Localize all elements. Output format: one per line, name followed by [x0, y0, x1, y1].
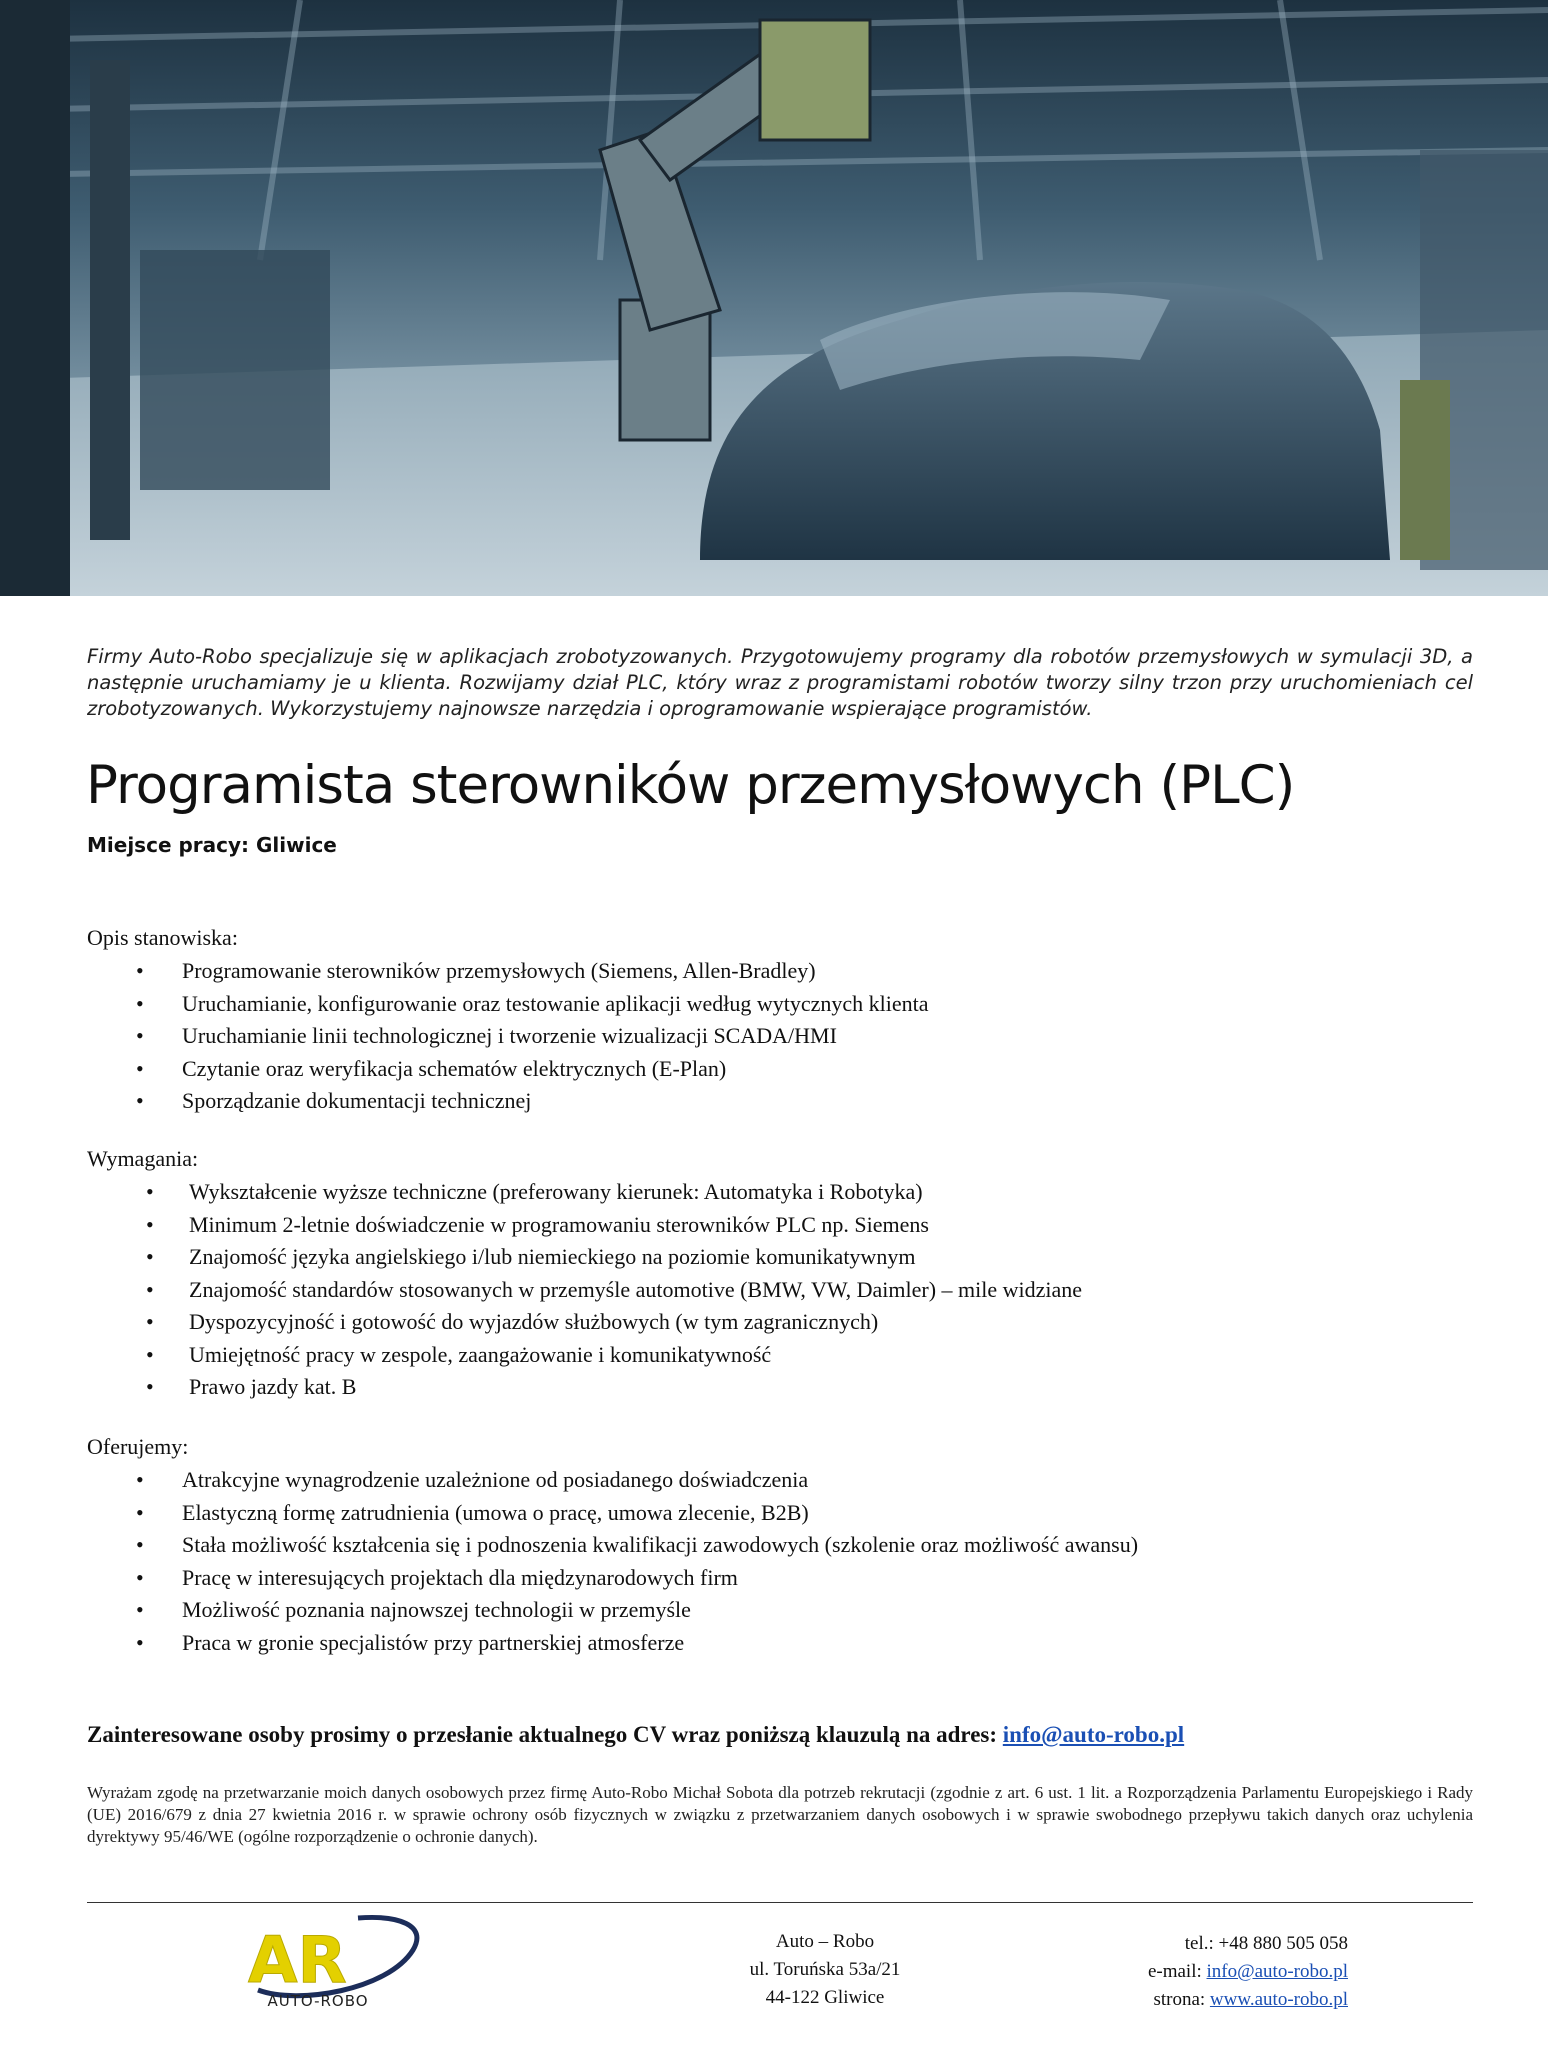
cta-email-link[interactable]: info@auto-robo.pl: [1002, 1722, 1185, 1747]
company-intro: Firmy Auto-Robo specjalizuje się w aplikacjach zrobotyzowanych. Przygotowujemy programy dla robotów przemysłowych w symulacji 3D, a następnie uruchamiamy je u klienta. Rozwijamy dział PLC, który wraz z programistami robotów tworzy silny trzon przy uruchomieniach cel zrobotyzowanych. Wykorzystujemy najnowsze narzędzia i oprogramowanie wspierające programistów.: [87, 645, 1473, 720]
contact-web: strona: www.auto-robo.pl: [1153, 1989, 1348, 2010]
logo-letters: AR: [248, 1924, 347, 1998]
cta-text: Zainteresowane osoby prosimy o przesłanie aktualnego CV wraz poniższą klauzulą na adres:: [87, 1722, 1003, 1747]
list-item: • Elastyczną formę zatrudnienia (umowa o pracę, umowa zlecenie, B2B): [87, 1497, 1487, 1530]
bullet-icon: •: [136, 1629, 144, 1655]
contact-email-link[interactable]: info@auto-robo.pl: [1206, 1961, 1348, 1982]
list-item: • Uruchamianie linii technologicznej i tworzenie wizualizacji SCADA/HMI: [87, 1020, 1487, 1053]
bullet-icon: •: [146, 1244, 154, 1269]
bullet-icon: •: [136, 1467, 144, 1492]
section-requirements: [87, 1143, 1487, 1404]
list-item: • Umiejętność pracy w zespole, zaangażowanie i komunikatywność: [87, 1339, 1487, 1372]
list-item: • Programowanie sterowników przemysłowych (Siemens, Allen-Bradley): [87, 955, 1487, 988]
hero-photo-factory-robot: [0, 0, 1548, 596]
list-item: • Sporządzanie dokumentacji technicznej: [87, 1085, 1487, 1118]
list-item: • Atrakcyjne wynagrodzenie uzależnione od posiadanego doświadczenia: [87, 1464, 1487, 1497]
bullet-icon: •: [146, 1276, 154, 1302]
address-street: ul. Toruńska 53a/21: [749, 1959, 901, 1980]
logo-graphic: [238, 1910, 428, 2000]
job-title: Programista sterowników przemysłowych (PLC): [86, 755, 1295, 816]
logo-name: AUTO-ROBO: [267, 1992, 369, 2010]
list-item: • Znajomość standardów stosowanych w przemyśle automotive (BMW, VW, Daimler) – mile widziane: [87, 1274, 1487, 1307]
bullet-icon: •: [146, 1179, 154, 1204]
list-item: • Pracę w interesujących projektach dla międzynarodowych firm: [87, 1562, 1487, 1595]
contact-email: e-mail: info@auto-robo.pl: [1147, 1961, 1348, 1982]
hero-illustration: [0, 0, 1548, 596]
bullet-icon: •: [136, 1088, 144, 1113]
gdpr-consent-clause: Wyrażam zgodę na przetwarzanie moich danych osobowych przez firmę Auto-Robo Michał Sobota dla potrzeb rekrutacji (zgodnie z art. 6 ust. 1 lit. a Rozporządzenia Parlamentu Europejskiego i Rady (UE) 2016/679 z dnia 27 kwietnia 2016 r. w sprawie ochrony osób fizycznych w związku z przetwarzaniem danych osobowych i w sprawie swobodnego przepływu takich danych oraz uchylenia dyrektywy 95/46/WE (ogólne rozporządzenie o ochronie danych).: [87, 1783, 1473, 1846]
section-heading: Wymagania:: [87, 1146, 199, 1171]
contact-web-link[interactable]: www.auto-robo.pl: [1209, 1989, 1348, 2010]
bullet-icon: •: [136, 1597, 144, 1622]
bullet-icon: •: [136, 1564, 144, 1590]
list-item: • Stała możliwość kształcenia się i podnoszenia kwalifikacji zawodowych (szkolenie oraz możliwość awansu): [87, 1529, 1487, 1562]
bullet-icon: •: [146, 1211, 154, 1237]
section-job-description: [87, 922, 1487, 1118]
bullet-icon: •: [146, 1341, 154, 1367]
footer-address: [650, 1928, 1000, 2012]
section-offer: [87, 1431, 1487, 1659]
bullet-list: [87, 1464, 1487, 1659]
bullet-icon: •: [136, 1055, 144, 1081]
call-to-action: [87, 1722, 1487, 1748]
bullet-list: [87, 955, 1487, 1118]
list-item: • Uruchamianie, konfigurowanie oraz testowanie aplikacji według wytycznych klienta: [87, 988, 1487, 1021]
list-item: • Wykształcenie wyższe techniczne (preferowany kierunek: Automatyka i Robotyka): [87, 1176, 1487, 1209]
footer-divider: [87, 1902, 1473, 1903]
list-item: • Znajomość języka angielskiego i/lub niemieckiego na poziomie komunikatywnym: [87, 1241, 1487, 1274]
list-item: • Czytanie oraz weryfikacja schematów elektrycznych (E-Plan): [87, 1053, 1487, 1086]
contact-phone: tel.: +48 880 505 058: [1184, 1933, 1348, 1954]
bullet-list: [87, 1176, 1487, 1404]
address-company: Auto – Robo: [775, 1931, 875, 1952]
bullet-icon: •: [146, 1309, 154, 1334]
section-heading: Oferujemy:: [87, 1434, 189, 1459]
list-item: • Praca w gronie specjalistów przy partnerskiej atmosferze: [87, 1627, 1487, 1660]
section-heading: Opis stanowiska:: [87, 925, 238, 950]
list-item: • Możliwość poznania najnowszej technologii w przemyśle: [87, 1594, 1487, 1627]
footer-contact: [1040, 1930, 1348, 2014]
bullet-icon: •: [136, 1532, 144, 1557]
bullet-icon: •: [146, 1374, 154, 1399]
bullet-icon: •: [136, 958, 144, 983]
list-item: • Prawo jazdy kat. B: [87, 1371, 1487, 1404]
bullet-icon: •: [136, 990, 144, 1016]
bullet-icon: •: [136, 1499, 144, 1525]
company-logo: [238, 1910, 428, 2014]
bullet-icon: •: [136, 1023, 144, 1048]
address-city: 44-122 Gliwice: [765, 1987, 885, 2008]
list-item: • Dyspozycyjność i gotowość do wyjazdów służbowych (w tym zagranicznych): [87, 1306, 1487, 1339]
job-location: Miejsce pracy: Gliwice: [87, 833, 337, 857]
list-item: • Minimum 2-letnie doświadczenie w programowaniu sterowników PLC np. Siemens: [87, 1209, 1487, 1242]
